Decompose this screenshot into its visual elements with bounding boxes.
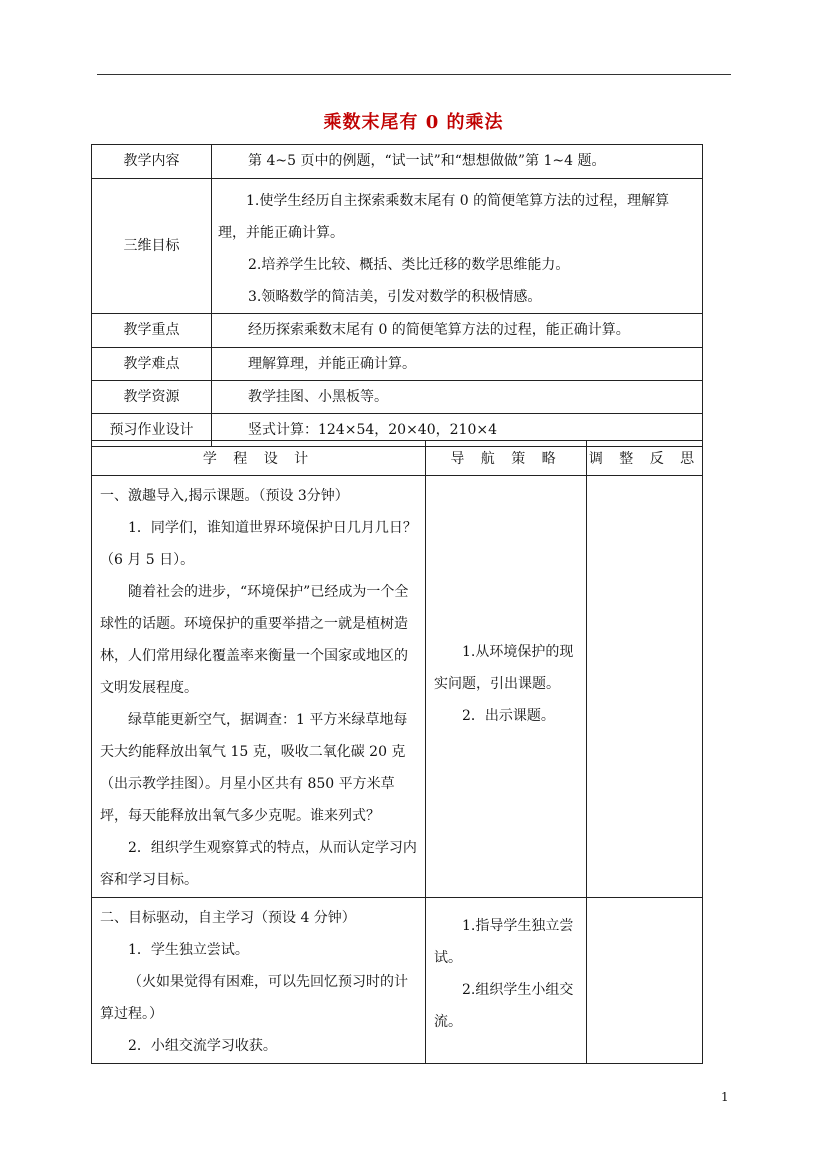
focus-label: 教学重点: [92, 314, 212, 348]
section-1-row: [92, 476, 703, 898]
section-2-heading: 二、目标驱动，自主学习（预设 4 分钟）: [100, 910, 356, 926]
goal-1: 1.使学生经历自主探索乘数末尾有 0 的简便笔算方法的过程，理解算理，并能正确计算。: [218, 193, 670, 241]
section-2-para-1: 1．学生独立尝试。: [128, 942, 249, 958]
section-1-strategy: [426, 476, 587, 898]
section-2-row: [92, 898, 703, 1064]
section-1-para-4: 2．组织学生观察算式的特点，从而认定学习内容和学习目标。: [100, 840, 417, 888]
row-goals: [92, 179, 703, 314]
section-2-nav-2: 2.组织学生小组交流。: [434, 982, 574, 1030]
resource-label: 教学资源: [92, 381, 212, 414]
goals-cell: [212, 179, 703, 314]
row-resource: [92, 381, 703, 414]
section-1-nav-1: 1.从环境保护的现实问题，引出课题。: [434, 644, 574, 692]
focus-value: 经历探索乘数末尾有 0 的简便笔算方法的过程，能正确计算。: [212, 314, 703, 348]
row-content: [92, 145, 703, 179]
section-2-process: [92, 898, 426, 1064]
section-1-heading: 一、激趣导入,揭示课题。（预设 3分钟）: [100, 488, 349, 504]
preview-value: 竖式计算：124×54，20×40，210×4: [212, 414, 703, 447]
difficulty-label: 教学难点: [92, 348, 212, 381]
content-value: 第 4~5 页中的例题，“试一试”和“想想做做”第 1~4 题。: [212, 145, 703, 179]
section-2-strategy: [426, 898, 587, 1064]
content-label: 教学内容: [92, 145, 212, 179]
section-2-para-2: （火如果觉得有困难，可以先回忆预习时的计算过程。）: [100, 974, 408, 1022]
difficulty-value: 理解算理，并能正确计算。: [212, 348, 703, 381]
lesson-table: [91, 440, 703, 1064]
header-strategy: 导 航 策 略: [426, 441, 587, 476]
header-rule: [97, 74, 731, 75]
row-difficulty: [92, 348, 703, 381]
header-process: 学 程 设 计: [92, 441, 426, 476]
row-focus: [92, 314, 703, 348]
section-2-nav-1: 1.指导学生独立尝试。: [434, 918, 574, 966]
goal-3: 3.领略数学的简洁美，引发对数学的积极情感。: [248, 289, 542, 305]
section-2-reflection: [587, 898, 703, 1064]
info-table: [91, 144, 703, 447]
lesson-header-row: [92, 441, 703, 476]
goal-2: 2.培养学生比较、概括、类比迁移的数学思维能力。: [248, 257, 570, 273]
page-title: 乘数末尾有 0 的乘法: [323, 112, 504, 133]
header-reflection: 调 整 反 思: [587, 441, 703, 476]
section-1-para-1: 1．同学们，谁知道世界环境保护日几月几日？（6 月 5 日）。: [100, 520, 417, 568]
section-1-process: [92, 476, 426, 898]
preview-label: 预习作业设计: [92, 414, 212, 447]
section-1-para-3: 绿草能更新空气，据调查：1 平方米绿草地每天大约能释放出氧气 15 克，吸收二氧化碳 20 克（出示教学挂图）。月星小区共有 850 平方米草坪，每天能释放出氧气多少克呢。谁来列式？: [100, 712, 408, 824]
section-1-reflection: [587, 476, 703, 898]
section-1-para-2: 随着社会的进步，“环境保护”已经成为一个全球性的话题。环境保护的重要举措之一就是植树造林，人们常用绿化覆盖率来衡量一个国家或地区的文明发展程度。: [100, 584, 409, 696]
goals-label: 三维目标: [92, 179, 212, 314]
section-1-nav-2: 2．出示课题。: [462, 708, 555, 724]
section-2-para-3: 2．小组交流学习收获。: [128, 1038, 277, 1054]
resource-value: 教学挂图、小黑板等。: [212, 381, 703, 414]
page-number: 1: [721, 1090, 729, 1104]
